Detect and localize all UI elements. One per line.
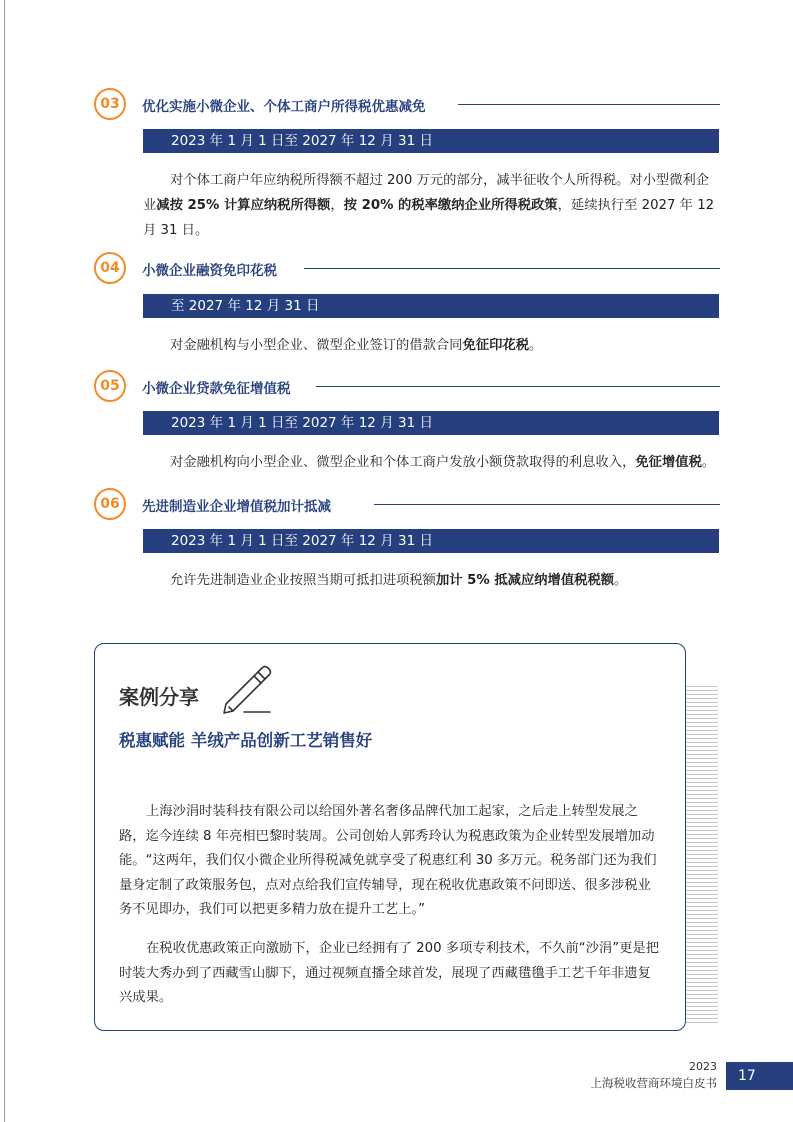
body-text: 对个体工商户年应纳税所得额不超过 200 万元的部分，减半征收个人所得税。对小型微利企业: [143, 173, 710, 213]
section-divider-line: [458, 104, 720, 105]
body-text: ，: [330, 198, 344, 213]
body-text-bold: 免征印花税: [462, 338, 530, 353]
footer-title: 上海税收营商环境白皮书: [590, 1076, 717, 1090]
body-text: 允许先进制造业企业按照当期可抵扣进项税额: [170, 573, 436, 588]
section-06-body: [143, 568, 721, 593]
page-edge-rule: [4, 0, 5, 1122]
case-paragraph-1: 上海沙涓时装科技有限公司以给国外著名奢侈品牌代加工起家，之后走上转型发展之路，迄今连续 8 年亮相巴黎时装周。公司创始人郭秀玲认为税惠政策为企业转型发展增加动能。“这两年，我们仅小微企业所得税减免就享受了税惠红利 30 多万元。税务部门还为我们量身定制了政策服务包，点对点给我们宣传辅导，现在税收优惠政策不问即送、很多涉税业务不见即办，我们可以把更多精力放在提升工艺上。”: [119, 804, 657, 917]
section-04-header: [94, 252, 720, 286]
body-text: 对金融机构向小型企业、微型企业和个体工商户发放小额贷款取得的利息收入，: [170, 455, 636, 470]
page-number: 17: [726, 1062, 793, 1090]
body-text: 。: [614, 573, 628, 588]
case-title: 税惠赋能 羊绒产品创新工艺销售好: [119, 731, 373, 750]
section-03-date-bar: 2023 年 1 月 1 日至 2027 年 12 月 31 日: [143, 129, 719, 153]
body-text-bold: 加计 5% 抵减应纳增值税税额: [435, 573, 615, 588]
body-text: 。: [529, 338, 543, 353]
case-paragraph-2: 在税收优惠政策正向激励下，企业已经拥有了 200 多项专利技术，不久前“沙涓”更是把时装大秀办到了西藏雪山脚下，通过视频直播全球首发，展现了西藏氆氇手工艺千年非遗复兴成果。: [119, 941, 659, 1005]
body-text: 。: [701, 455, 716, 470]
section-number-badge: 05: [94, 370, 126, 402]
body-text-bold: 按 20% 的税率缴纳企业所得税政策: [343, 198, 558, 213]
section-06-date-bar: 2023 年 1 月 1 日至 2027 年 12 月 31 日: [143, 529, 719, 553]
body-text: 对金融机构与小型企业、微型企业签订的借款合同: [170, 338, 463, 353]
section-title: 先进制造业企业增值税加计抵减: [142, 499, 331, 515]
section-05-body: [143, 450, 733, 475]
section-05-header: [94, 370, 720, 404]
section-divider-line: [374, 504, 720, 505]
section-title: 优化实施小微企业、个体工商户所得税优惠减免: [142, 99, 426, 115]
section-divider-line: [316, 386, 720, 387]
case-label: 案例分享: [119, 685, 199, 709]
section-06-header: [94, 488, 720, 522]
section-04-body: [143, 333, 721, 358]
section-03-body: [143, 168, 721, 243]
body-text: ，延续执行至 2027 年 12 月 31 日。: [143, 198, 715, 238]
section-title: 小微企业贷款免征增值税: [142, 381, 291, 397]
body-text-bold: 免征增值税: [635, 455, 702, 470]
section-number-badge: 04: [94, 252, 126, 284]
section-03-header: [94, 88, 720, 122]
pen-icon: [218, 660, 274, 714]
footer-year: 2023: [689, 1060, 717, 1073]
section-05-date-bar: 2023 年 1 月 1 日至 2027 年 12 月 31 日: [143, 411, 719, 435]
section-divider-line: [304, 268, 720, 269]
decorative-stripes: [684, 686, 718, 1026]
section-number-badge: 03: [94, 88, 126, 120]
section-number-badge: 06: [94, 488, 126, 520]
section-04-date-bar: 至 2027 年 12 月 31 日: [143, 294, 719, 318]
body-text-bold: 减按 25% 计算应纳税所得额: [156, 198, 331, 213]
section-title: 小微企业融资免印花税: [142, 263, 277, 279]
